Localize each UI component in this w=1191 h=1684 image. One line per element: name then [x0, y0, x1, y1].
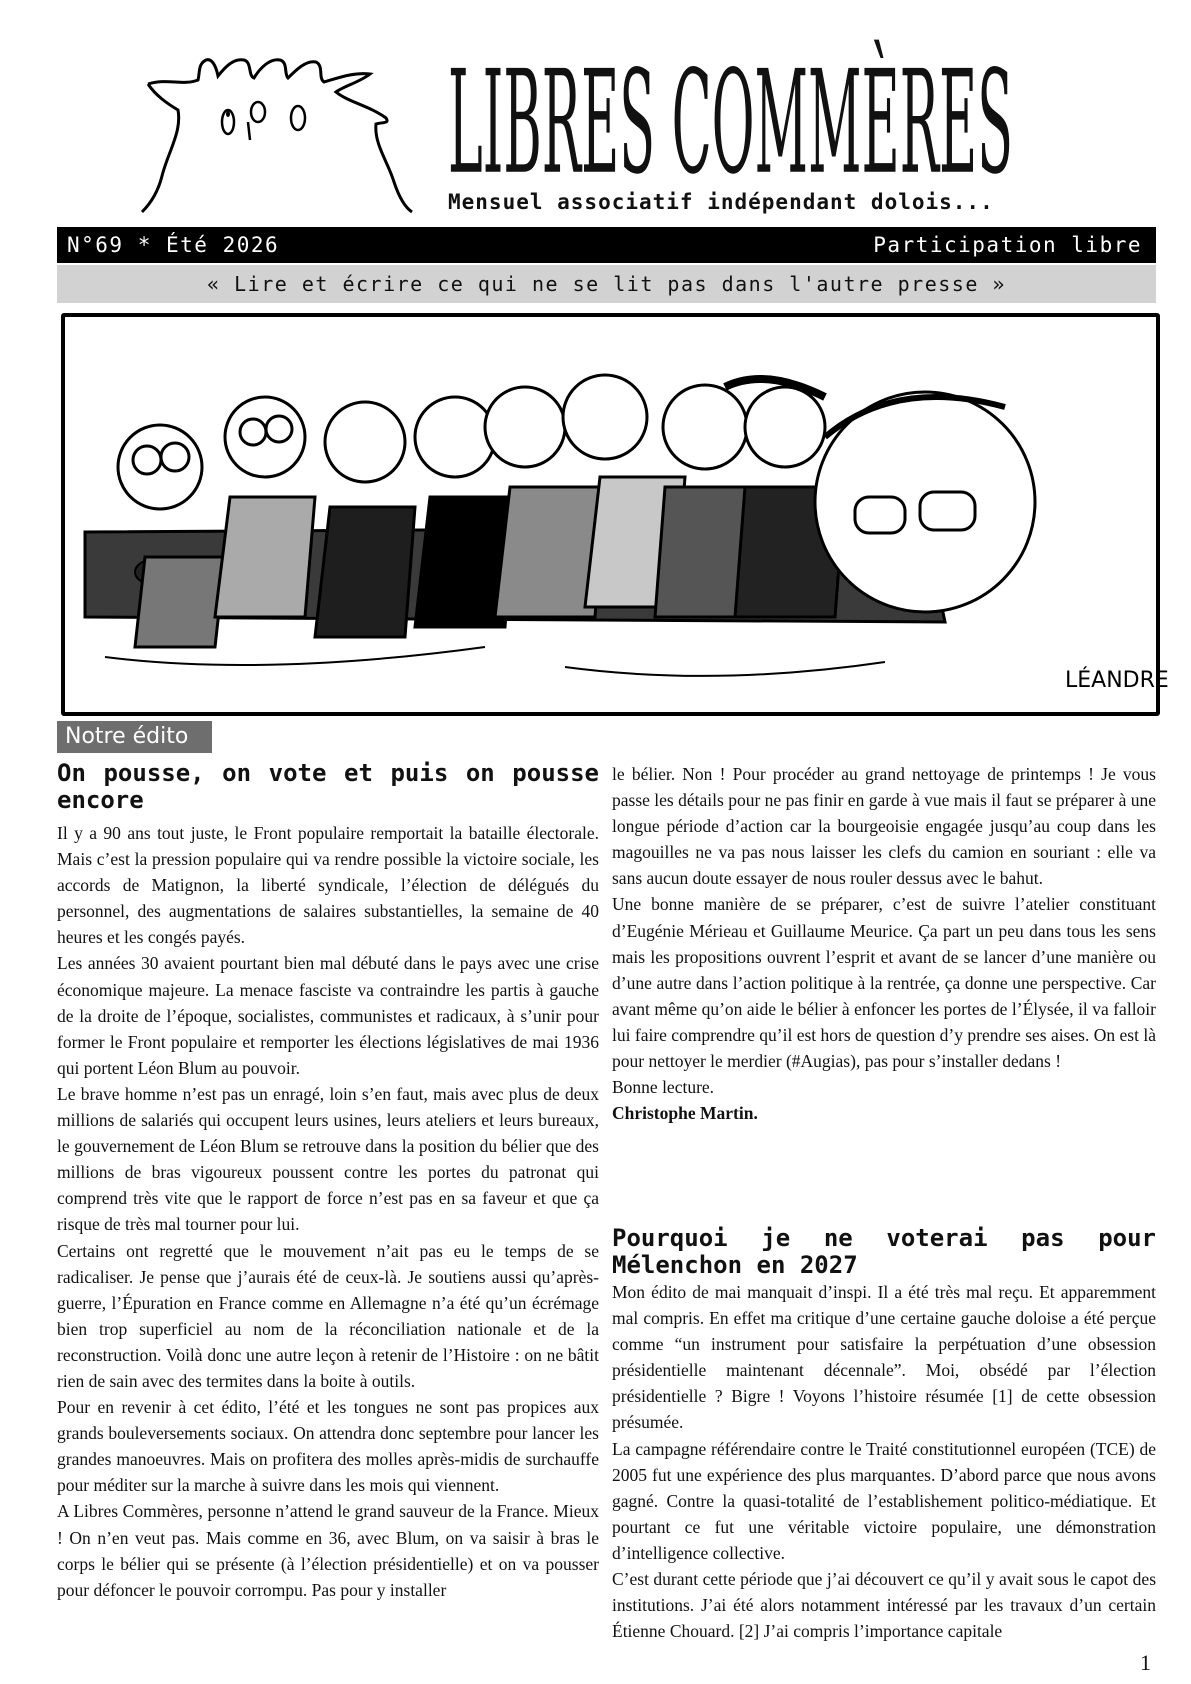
issue-bar [57, 227, 1156, 263]
edito-paragraph: Bonne lecture. [612, 1077, 715, 1098]
article2-title: Pourquoi je ne voterai pas pour Mélenchon en 2027 [612, 1224, 1156, 1279]
section-label: Notre édito [57, 721, 212, 753]
tagline: « Lire et écrire ce qui ne se lit pas dans l'autre presse » [57, 265, 1156, 303]
masthead-subtitle: Mensuel associatif indépendant dolois... [448, 190, 994, 214]
crowd-pushing-battering-ram-icon [65, 317, 1169, 712]
edito-author: Christophe Martin. [612, 1103, 758, 1124]
article2-paragraph: La campagne référendaire contre le Traité constitutionnel européen (TCE) de 2005 fut une expérience des plus marquantes. D’abord parce que nous avons gagné. Contre la quasi-totalité de l’establishement politico-médiatique. Et pourtant ce fut une véritable victoire populaire, une démonstration d’intelligence collective. [612, 1438, 1156, 1563]
article2-paragraph: Mon édito de mai manquait d’inspi. Il a été très mal reçu. Et apparemment mal compris. En effet ma critique d’une certaine gauche doloise a été perçue comme “un instrument pour satisfaire la perpétuation d’une obsession présidentielle maintenant décennale”. Moi, obsédé par l’élection présidentielle ? Bigre ! Voyons l’histoire résumée [1] de cette obsession présumée. [612, 1282, 1156, 1433]
edito-paragraph: Il y a 90 ans tout juste, le Front populaire remportait la bataille électorale. Mais c’est la pression populaire qui va rendre possible la victoire sociale, les accords de Matignon, la liberté syndicale, l’élection de délégués du personnel, des augmentations de salaires substantielles, la semaine de 40 heures et les congés payés. [57, 823, 599, 948]
edito-paragraph: A Libres Commères, personne n’attend le grand sauveur de la France. Mieux ! On n’en veut pas. Mais comme en 36, avec Blum, on va saisir à bras le corps le bélier qui se présente (à l’élection présidentielle) et on va pousser pour défoncer le pouvoir corrompu. Pas pour y installer [57, 1501, 599, 1600]
edito-paragraph: Une bonne manière de se préparer, c’est de suivre l’atelier constituant d’Eugénie Mérieau et Guillaume Meurice. Ça part un peu dans tous les sens mais les propositions ouvrent l’esprit et avant de se lancer d’une manière ou d’une autre dans l’action politique à la rentrée, ça donne une perspective. Car avant même qu’on aide le bélier à enfoncer les portes de l’Élysée, il va falloir lui faire comprendre qu’il est hors de question d’y prendre ses aises. On est là pour nettoyer le merdier (#Augias), pas pour s’installer dedans ! [612, 894, 1156, 1072]
edito-paragraph: Certains ont regretté que le mouvement n’ait pas eu le temps de se radicaliser. Je pense que j’aurais été de ceux-là. Je soutiens aussi qu’après-guerre, l’Épuration en France comme en Allemagne n’a été qu’un écrémage bien trop superficiel au nom de la réconciliation nationale et de la reconstruction. Voilà donc une autre leçon à retenir de l’Histoire : on ne bâtit rien de sain avec des termites dans la boite à outils. [57, 1240, 599, 1391]
masthead-title: LIBRES COMMÈRES [448, 39, 1013, 206]
edito-column-1 [57, 760, 599, 1603]
gossip-faces-logo-icon [138, 52, 428, 212]
edito-paragraph: Pour en revenir à cet édito, l’été et les tongues ne sont pas propices aux grands bouleversements sociaux. On attendra donc septembre pour lancer les grandes manoeuvres. Mais on profitera des molles après-midis de surchauffe pour méditer sur la marche à suivre dans les mois qui viennent. [57, 1397, 599, 1496]
cartoon-illustration [61, 313, 1169, 716]
article2-paragraph: C’est durant cette période que j’ai découvert ce qu’il y avait sous le capot des institutions. J’ai été alors notamment intéressé par les travaux d’un certain Étienne Chouard. [2] J’ai compris l’importance capitale [612, 1569, 1156, 1642]
edito-title: On pousse, on vote et puis on pousse encore [57, 759, 599, 814]
edito-column-2 [612, 761, 1156, 1126]
masthead-logo [138, 52, 428, 212]
page-number: 1 [1140, 1650, 1151, 1675]
edito-paragraph: le bélier. Non ! Pour procéder au grand nettoyage de printemps ! Je vous passe les détails pour ne pas finir en garde à vue mais il faut se préparer à une longue période d’action car la bourgeoisie engagée jusqu’au coup dans les magouilles ne va pas nous laisser les clefs du camion en souriant : elle va sans aucun doute essayer de nous rouler dessus avec le bahut. [612, 764, 1156, 889]
artist-signature: LÉANDRE [1065, 668, 1169, 693]
article2-body [612, 1279, 1156, 1644]
edito-paragraph: Le brave homme n’est pas un enragé, loin s’en faut, mais avec plus de deux millions de salariés qui occupent leurs usines, leurs ateliers et leurs bureaux, le gouvernement de Léon Blum se retrouve dans la position du bélier que des millions de bras vigoureux poussent contre les portes du patronat qui comprend très vite que le rapport de force n’est pas en sa faveur et que ça risque de très mal tourner pour lui. [57, 1083, 599, 1235]
issue-number: N°69 * Été 2026 [67, 233, 280, 257]
edito-paragraph: Les années 30 avaient pourtant bien mal débuté dans le pays avec une crise économique majeure. La menace fasciste va contraindre les partis à gauche de la droite de l’époque, socialistes, communistes et radicaux, à s’unir pour former le Front populaire et remporter les élections législatives de mai 1936 qui portent Léon Blum au pouvoir. [57, 953, 599, 1078]
price-label: Participation libre [873, 233, 1142, 257]
